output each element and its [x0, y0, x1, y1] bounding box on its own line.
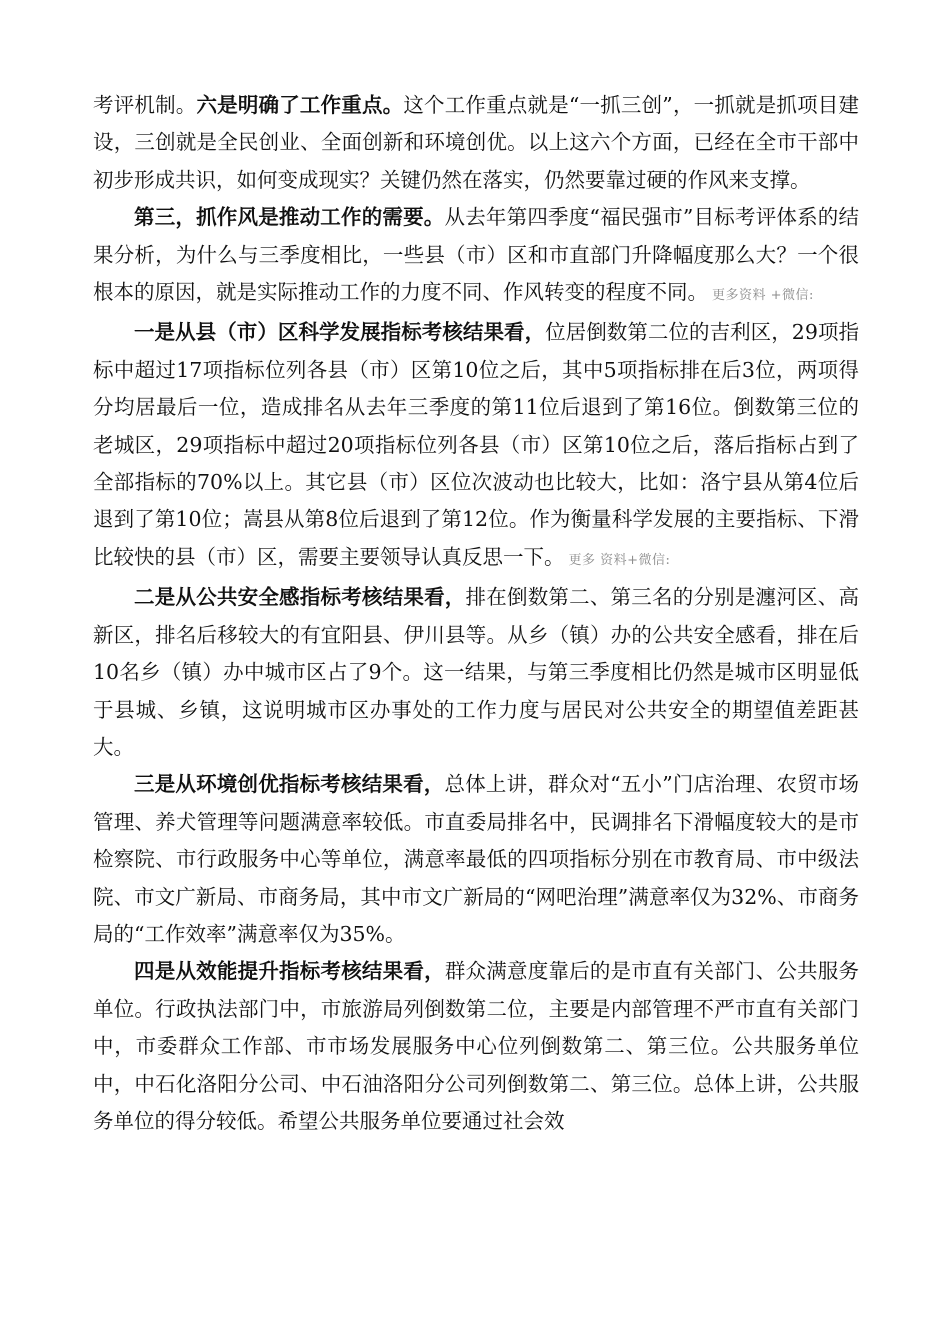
paragraph-text: 从去年第四季度“福民强市”目标考评体系的结果分析，为什么与三季度相比，一些县（市）区和市直部门升降幅度那么大？一个很根本的原因，就是实际推动工作的力度不同、作风转变的程度不同。: [93, 205, 859, 305]
point-heading: 四是从效能提升指标考核结果看，: [134, 959, 445, 984]
paragraph-continuation: [93, 87, 859, 199]
paragraph-text: 考评机制。: [93, 93, 197, 117]
paragraph-text: 这个工作重点就是“一抓三创”，一抓就是抓项目建设，三创就是全民创业、全面创新和环境创优。以上这六个方面，已经在全市干部中初步形成共识，如何变成现实？关键仍然在落实，仍然要靠过硬的作风来支撑。: [93, 93, 859, 192]
inline-note: 更多资料 +微信:: [712, 288, 814, 304]
paragraph-point-one: [93, 314, 859, 579]
point-heading: 一是从县（市）区科学发展指标考核结果看，: [134, 320, 546, 345]
point-heading: 三是从环境创优指标考核结果看，: [134, 772, 445, 797]
paragraph-text: 排在倒数第二、第三名的分别是瀍河区、高新区，排名后移较大的有宜阳县、伊川县等。从乡（镇）办的公共安全感看，排在后10名乡（镇）办中城市区占了9个。这一结果，与第三季度相比仍然是城市区明显低于县城、乡镇，这说明城市区办事处的工作力度与居民对公共安全的期望值差距甚大。: [93, 585, 860, 759]
bold-lead-sentence: 六是明确了工作重点。: [196, 93, 404, 117]
inline-note: 更多 资料+微信:: [568, 552, 671, 568]
paragraph-point-three: [93, 766, 859, 953]
paragraph-point-two: [93, 579, 859, 766]
paragraph-point-four: [93, 953, 859, 1140]
section-heading: 第三，抓作风是推动工作的需要。: [134, 205, 445, 230]
paragraph-text: 位居倒数第二位的吉利区，29项指标中超过17项指标位列各县（市）区第10位之后，其中5项指标排在后3位，两项得分均居最后一位，造成排名从去年三季度的第11位后退到了第16位。倒数第三位的老城区，29项指标中超过20项指标位列各县（市）区第10位之后，落后指标占到了全部指标的70%以上。其它县（市）区位次波动也比较大，比如：洛宁县从第4位后退到了第10位；嵩县从第8位后退到了第12位。作为衡量科学发展的主要指标、下滑比较快的县（市）区，需要主要领导认真反思一下。: [93, 320, 859, 569]
point-heading: 二是从公共安全感指标考核结果看，: [134, 585, 466, 610]
paragraph-text: 群众满意度靠后的是市直有关部门、公共服务单位。行政执法部门中，市旅游局列倒数第二位，主要是内部管理不严市直有关部门中，市委群众工作部、市市场发展服务中心位列倒数第二、第三位。公共服务单位中，中石化洛阳分公司、中石油洛阳分公司列倒数第二、第三位。总体上讲，公共服务单位的得分较低。希望公共服务单位要通过社会效: [93, 959, 860, 1133]
document-body: [93, 87, 859, 1140]
paragraph-section-three: [93, 199, 859, 314]
paragraph-text: 总体上讲，群众对“五小”门店治理、农贸市场管理、养犬管理等问题满意率较低。市直委局排名中，民调排名下滑幅度较大的是市检察院、市行政服务中心等单位，满意率最低的四项指标分别在市教育局、市中级法院、市文广新局、市商务局，其中市文广新局的“网吧治理”满意率仅为32%、市商务局的“工作效率”满意率仅为35%。: [93, 772, 859, 946]
